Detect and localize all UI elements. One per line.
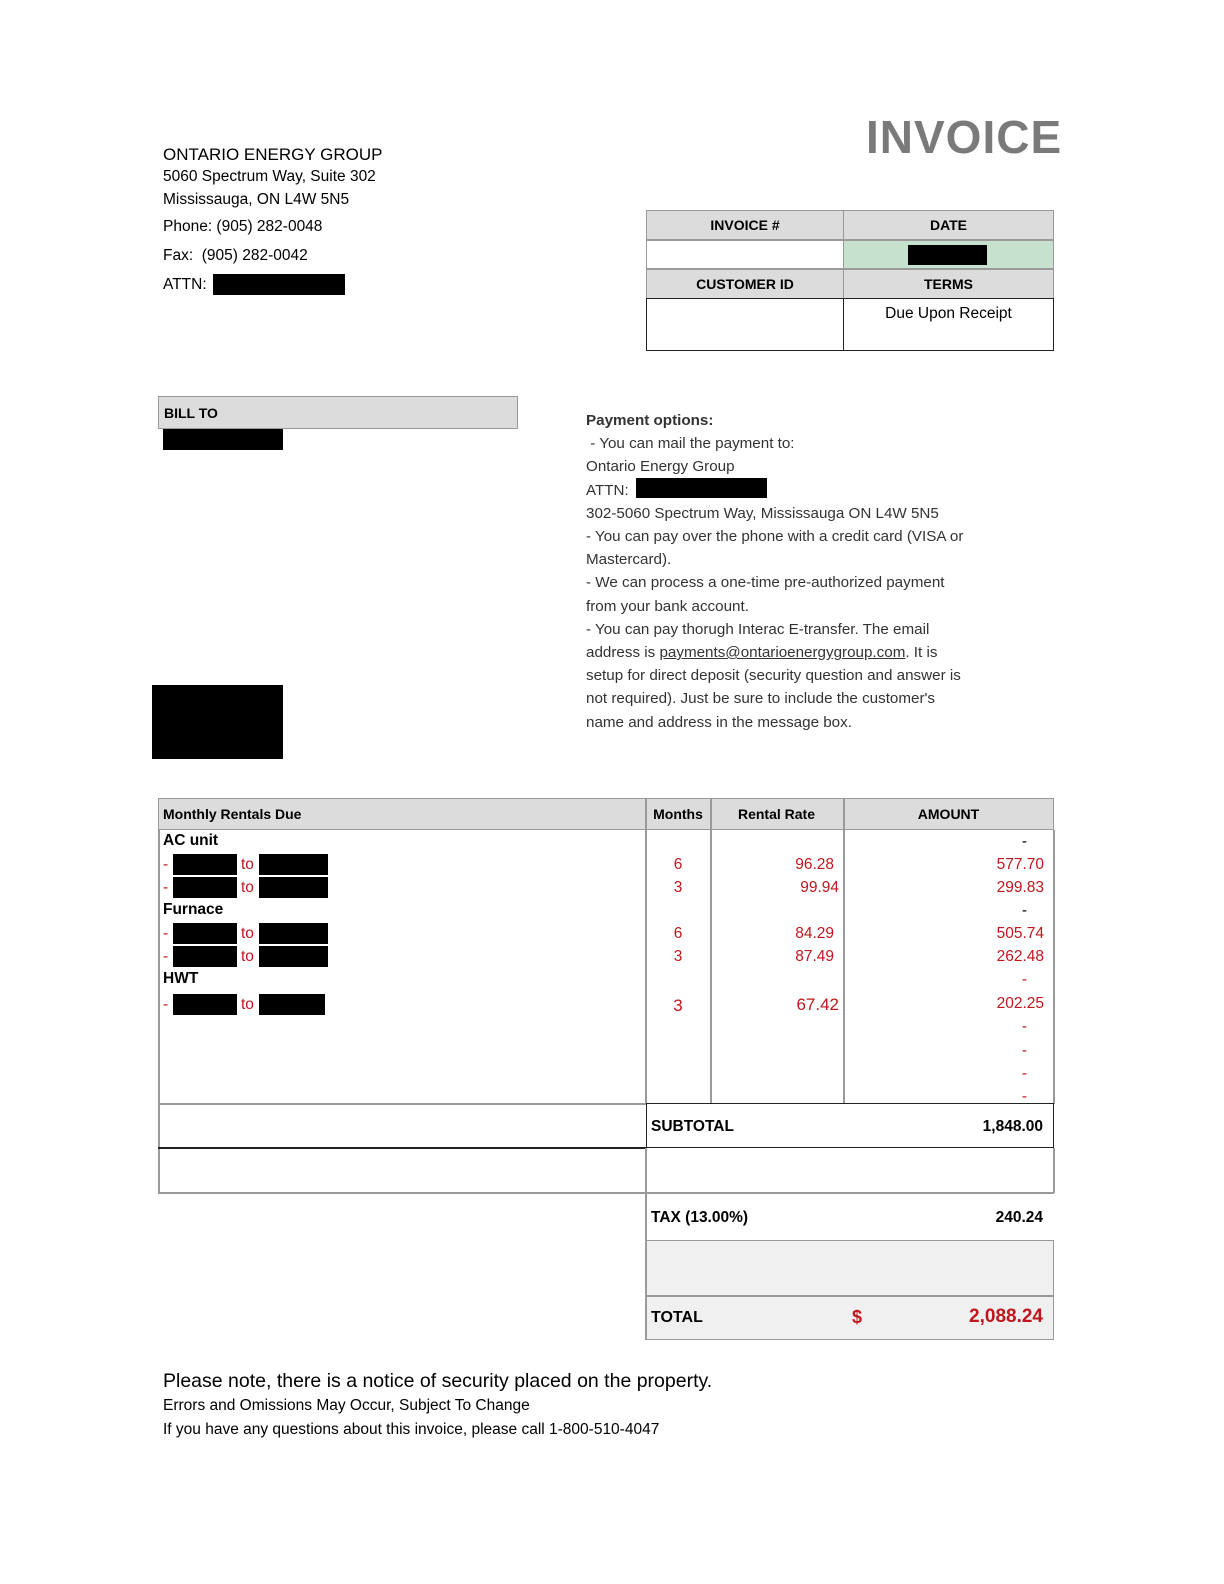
- table-border: [646, 1295, 1054, 1297]
- company-address-line2: Mississauga, ON L4W 5N5: [163, 191, 350, 208]
- payment-line: - We can process a one-time pre-authorized payment: [586, 574, 945, 592]
- row-months: 6: [673, 856, 683, 873]
- col-header-rate: Rental Rate: [737, 806, 816, 822]
- tax-label: TAX (13.00%): [651, 1209, 749, 1226]
- row-amount-empty: -: [1021, 971, 1027, 988]
- total-currency: $: [852, 1307, 863, 1327]
- row-dash: -: [163, 879, 169, 896]
- row-amount-empty: -: [1021, 1042, 1027, 1059]
- category-hwt: HWT: [163, 970, 199, 987]
- redacted-end-date: [259, 946, 328, 967]
- row-to: to: [241, 879, 254, 896]
- payment-line: 302-5060 Spectrum Way, Mississauga ON L4W 5N5: [586, 504, 939, 522]
- date-header: DATE: [843, 210, 1054, 240]
- row-amount: 202.25: [996, 995, 1044, 1012]
- redacted-start-date: [173, 946, 237, 967]
- redacted-bill-to-name: [163, 429, 283, 450]
- payment-line: from your bank account.: [586, 597, 749, 615]
- redacted-end-date: [259, 994, 325, 1015]
- col-header-months: Months: [653, 806, 703, 822]
- row-amount-empty: -: [1021, 1088, 1027, 1105]
- payment-line: name and address in the message box.: [586, 713, 852, 731]
- table-border: [158, 830, 160, 1194]
- total-value: 2,088.24: [969, 1306, 1043, 1327]
- payment-email-link[interactable]: payments@ontarioenergygroup.com: [659, 644, 906, 662]
- company-name: ONTARIO ENERGY GROUP: [163, 145, 383, 164]
- payment-line: - You can mail the payment to:: [586, 435, 795, 453]
- payment-attn-label: ATTN:: [586, 481, 629, 499]
- row-to: to: [241, 925, 254, 942]
- row-dash: -: [163, 996, 169, 1013]
- payment-options: [586, 409, 1006, 734]
- row-amount: 577.70: [996, 856, 1044, 873]
- security-notice: Please note, there is a notice of security placed on the property.: [163, 1370, 713, 1392]
- payment-line: setup for direct deposit (security question and answer is: [586, 667, 961, 685]
- company-phone: Phone: (905) 282-0048: [163, 218, 323, 235]
- row-amount-empty: -: [1021, 833, 1027, 850]
- row-amount: 505.74: [996, 925, 1044, 942]
- row-rate: 99.94: [800, 879, 839, 896]
- row-amount-empty: -: [1021, 1018, 1027, 1035]
- redacted-start-date: [173, 994, 237, 1015]
- terms-header: TERMS: [843, 269, 1054, 299]
- redacted-end-date: [259, 854, 328, 875]
- row-dash: -: [163, 948, 169, 965]
- table-border: [158, 1103, 646, 1105]
- row-months: 3: [673, 996, 683, 1015]
- row-amount: 262.48: [996, 948, 1044, 965]
- payment-line: not required). Just be sure to include the customer's: [586, 690, 936, 708]
- payment-line: - You can pay over the phone with a credit card (VISA or: [586, 528, 964, 546]
- redacted-attn-name: [213, 274, 345, 295]
- customer-id-value: [646, 298, 844, 351]
- redacted-end-date: [259, 877, 328, 898]
- questions-notice: If you have any questions about this invoice, please call 1-800-510-4047: [163, 1421, 660, 1438]
- tax-value: 240.24: [995, 1209, 1043, 1226]
- row-rate: 67.42: [796, 995, 839, 1014]
- payment-email-suffix: . It is: [905, 644, 938, 662]
- row-amount: 299.83: [996, 879, 1044, 896]
- payment-line: [586, 641, 1006, 664]
- subtotal-value: 1,848.00: [982, 1118, 1043, 1135]
- redacted-date: [908, 245, 987, 265]
- payment-options-title: Payment options:: [586, 412, 714, 429]
- table-border: [158, 1147, 646, 1149]
- category-ac-unit: AC unit: [163, 832, 219, 849]
- payment-email-prefix: address is: [586, 644, 660, 662]
- row-amount-empty: -: [1021, 1065, 1027, 1082]
- row-to: to: [241, 996, 254, 1013]
- terms-value: Due Upon Receipt: [885, 305, 1012, 322]
- payment-line: - You can pay thorugh Interac E-transfer. The email: [586, 620, 930, 638]
- total-label: TOTAL: [651, 1309, 703, 1326]
- redacted-payment-attn: [636, 478, 767, 498]
- row-months: 3: [673, 879, 683, 896]
- redacted-start-date: [173, 854, 237, 875]
- redacted-start-date: [173, 923, 237, 944]
- payment-line: Mastercard).: [586, 551, 672, 569]
- table-border: [1053, 1148, 1055, 1193]
- customer-id-header: CUSTOMER ID: [646, 269, 844, 299]
- row-rate: 84.29: [795, 925, 834, 942]
- terms-value-cell: [843, 298, 1054, 351]
- row-to: to: [241, 856, 254, 873]
- invoice-title: INVOICE: [866, 111, 1063, 163]
- company-address-line1: 5060 Spectrum Way, Suite 302: [163, 168, 376, 185]
- invoice-number-header: INVOICE #: [646, 210, 844, 240]
- col-header-description: Monthly Rentals Due: [163, 806, 302, 822]
- redacted-start-date: [173, 877, 237, 898]
- subtotal-label: SUBTOTAL: [651, 1118, 734, 1135]
- col-header-amount: AMOUNT: [917, 806, 980, 822]
- bill-to-header: BILL TO: [158, 396, 518, 429]
- row-months: 6: [673, 925, 683, 942]
- attn-label: ATTN:: [163, 276, 207, 293]
- row-to: to: [241, 948, 254, 965]
- row-months: 3: [673, 948, 683, 965]
- redacted-bill-to-address: [152, 685, 283, 759]
- invoice-number-value: [646, 240, 844, 269]
- row-rate: 96.28: [795, 856, 834, 873]
- row-dash: -: [163, 925, 169, 942]
- company-fax: Fax: (905) 282-0042: [163, 247, 308, 264]
- table-border: [1053, 830, 1055, 1104]
- row-dash: -: [163, 856, 169, 873]
- errors-notice: Errors and Omissions May Occur, Subject To Change: [163, 1397, 530, 1414]
- payment-line: Ontario Energy Group: [586, 458, 735, 476]
- category-furnace: Furnace: [163, 901, 224, 918]
- redacted-end-date: [259, 923, 328, 944]
- row-amount-empty: -: [1021, 902, 1027, 919]
- row-rate: 87.49: [795, 948, 834, 965]
